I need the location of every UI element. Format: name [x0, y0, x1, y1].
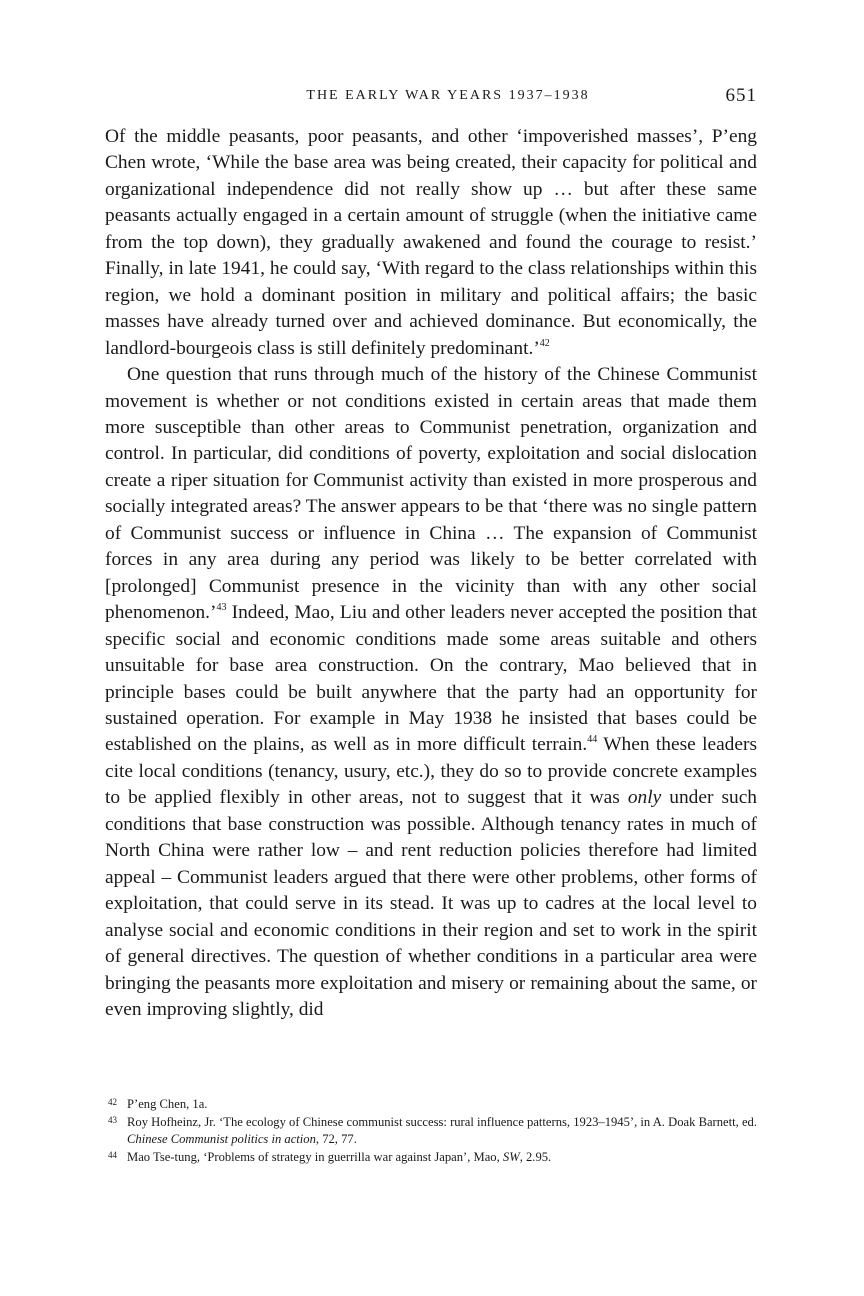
paragraph-2-text-1: One question that runs through much of the history of the Chinese Communist movement is whether or not conditions existed in certain areas that made them more susceptible than other areas to Communist penetration, organization and control. In particular, did conditions of poverty, exploitation and social dislocation create a riper situation for Communist activity than existed in more prosperous and socially integrated areas? The answer appears to be that ‘there was no single pattern of Communist success or influence in China … The expansion of Communist forces in any area during any period was likely to be better correlated with [prolonged] Communist presence in the vicinity than with any other social phenomenon.’ — [105, 364, 757, 624]
running-header — [105, 85, 757, 116]
paragraph-2 — [105, 362, 757, 1023]
footnote-number: 43 — [108, 1114, 117, 1125]
paragraph-2-text-4: under such conditions that base construction was possible. Although tenancy rates in much of North China were rather low – and rent reduction policies therefore had limited appeal – Communist leaders argued that there were other problems, other forms of exploitation, that could serve in its stead. It was up to cadres at the local level to analyse social and economic conditions in their region and set to work in the spirit of general directives. The question of whether conditions in a particular area were bringing the peasants more exploitation and misery or remaining about the same, or even improving slightly, did — [105, 787, 757, 1020]
footnotes — [105, 1096, 757, 1166]
footnote-number: 42 — [108, 1097, 117, 1107]
footnote-ref-42[interactable]: 42 — [539, 337, 550, 349]
page — [105, 85, 757, 1023]
footnote-text: Roy Hofheinz, Jr. ‘The ecology of Chinese communist success: rural influence patterns, 1923–1945’, in A. Doak Barnett, ed. — [127, 1114, 757, 1129]
emphasis-only: only — [627, 787, 662, 809]
running-title: THE EARLY WAR YEARS 1937–1938 — [306, 88, 590, 103]
paragraph-1-text: Of the middle peasants, poor peasants, and other ‘impoverished masses’, P’eng Chen wrote, ‘While the base area was being created, their capacity for political and organizational independence did not really show up … but after these same peasants actually engaged in a certain amount of struggle (when the initiative came from the top down), they gradually awakened and found the courage to resist.’ Finally, in late 1941, he could say, ‘With regard to the class relationships within this region, we hold a dominant position in military and political affairs; the basic masses have already turned over and achieved dominance. But economically, the landlord-bourgeois class is still definitely predominant.’ — [105, 126, 757, 359]
footnote-text: P’eng Chen, 1a. — [127, 1097, 208, 1111]
footnote-ref-44[interactable]: 44 — [587, 734, 598, 746]
footnote-text: Mao Tse-tung, ‘Problems of strategy in guerrilla war against Japan’, Mao, — [127, 1149, 503, 1164]
paragraph-1 — [105, 124, 757, 362]
page-number: 651 — [725, 85, 757, 106]
footnote-44 — [105, 1149, 757, 1167]
footnote-text: , 2.95. — [519, 1149, 552, 1164]
footnote-43 — [105, 1114, 757, 1149]
footnote-italic-title: SW — [502, 1149, 520, 1164]
paragraph-2-text-3: When these leaders cite local conditions (tenancy, usury, etc.), they do so to provide concrete examples to be applied flexibly in other areas, not to suggest that it was — [105, 734, 757, 809]
footnote-text: , 72, 77. — [315, 1132, 357, 1146]
footnote-42 — [105, 1096, 757, 1114]
footnote-number: 44 — [108, 1149, 117, 1160]
body-text — [105, 124, 757, 1023]
paragraph-2-text-2: Indeed, Mao, Liu and other leaders never accepted the position that specific social and economic conditions made some areas suitable and others unsuitable for base area construction. On the contrary, Mao believed that in principle bases could be built anywhere that the party had an opportunity for sustained operation. For example in May 1938 he insisted that bases could be established on the plains, as well as in more difficult terrain. — [105, 602, 757, 756]
footnote-ref-43[interactable]: 43 — [216, 602, 227, 614]
footnote-italic-title: Chinese Communist politics in action — [127, 1132, 316, 1146]
